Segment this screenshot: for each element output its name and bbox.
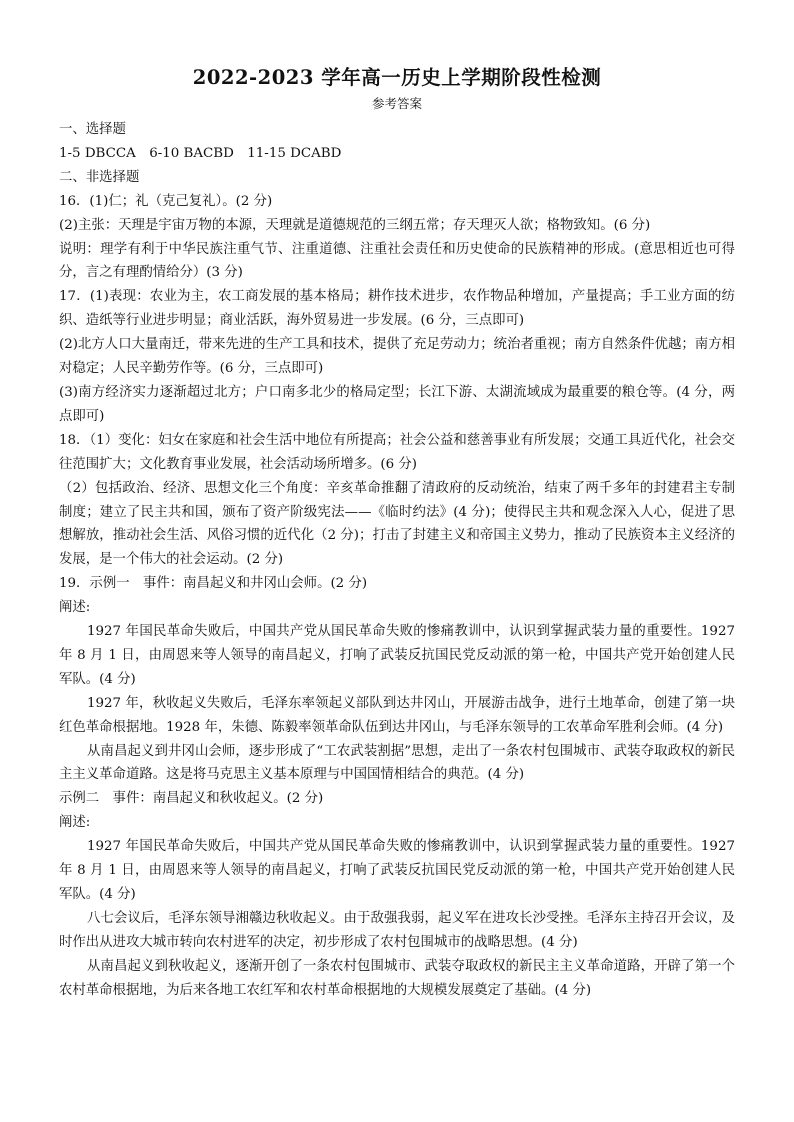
q17-part1: 17．(1)表现：农业为主，农工商发展的基本格局；耕作技术进步，农作物品种增加，产量提高；手工业方面的纺织、造纸等行业进步明显；商业活跃，海外贸易进一步发展。(6 分，三点即可) bbox=[59, 289, 735, 329]
section-heading-nonchoice: 二、非选择题 bbox=[59, 169, 140, 185]
q18-part2: （2）包括政治、经济、思想文化三个角度：辛亥革命推翻了清政府的反动统治，结束了两千多年的封建君主专制制度；建立了民主共和国，颁布了资产阶级宪法——《临时约法》(4 分)；使得民主共和观念深入人心，促进了思想解放，推动社会生活、风俗习惯的近代化（2 分)；打击了封建主义和帝国主义势力，推动了民族资本主义经济的发展，是一个伟大的社会运动。(2 分) bbox=[59, 480, 735, 568]
q16-part1: 16．(1)仁；礼（克己复礼）。(2 分) bbox=[59, 193, 273, 209]
q19-example2-heading: 示例二 事件：南昌起义和秋收起义。(2 分) bbox=[59, 791, 324, 807]
section-heading-choice: 一、选择题 bbox=[59, 122, 126, 137]
answer-sheet bbox=[59, 62, 735, 1003]
q19-example2-para1: 1927 年国民革命失败后，中国共产党从国民革命失败的惨痛教训中，认识到掌握武装力量的重要性。1927 年 8 月 1 日，由周恩来等人领导的南昌起义，打响了武装反抗国民党反动派的第一枪，中国共产党开始创建人民军队。(4 分) bbox=[59, 839, 735, 902]
page-title: 2022-2023 学年高一历史上学期阶段性检测 bbox=[192, 66, 602, 89]
q19-example1-para1: 1927 年国民革命失败后，中国共产党从国民革命失败的惨痛教训中，认识到掌握武装力量的重要性。1927 年 8 月 1 日，由周恩来等人领导的南昌起义，打响了武装反抗国民党反动派的第一枪，中国共产党开始创建人民军队。(4 分) bbox=[59, 624, 735, 687]
q19-example2-para3: 从南昌起义到秋收起义，逐渐开创了一条农村包围城市、武装夺取政权的新民主主义革命道路，开辟了第一个农村革命根据地，为后来各地工农红军和农村革命根据地的大规模发展奠定了基础。(4 分) bbox=[59, 958, 735, 998]
q19-example1-para3: 从南昌起义到井冈山会师，逐步形成了“工农武装割据”思想，走出了一条农村包围城市、武装夺取政权的新民主主义革命道路。这是将马克思主义基本原理与中国国情相结合的典范。(4 分) bbox=[59, 743, 735, 783]
page-subtitle: 参考答案 bbox=[371, 96, 422, 111]
q16-explanation: 说明：理学有利于中华民族注重气节、注重道德、注重社会责任和历史使命的民族精神的形成。(意思相近也可得分，言之有理酌情给分）(3 分) bbox=[59, 241, 735, 281]
choice-answers: 1-5 DBCCA 6-10 BACBD 11-15 DCABD bbox=[59, 145, 342, 161]
q17-part3: (3)南方经济实力逐渐超过北方；户口南多北少的格局定型；长江下游、太湖流域成为最重要的粮仓等。(4 分，两点即可) bbox=[59, 384, 735, 424]
q19-example2-label: 阐述: bbox=[59, 815, 91, 831]
q18-part1: 18．（1）变化：妇女在家庭和社会生活中地位有所提高；社会公益和慈善事业有所发展；交通工具近代化，社会交往范围扩大；文化教育事业发展，社会活动场所增多。(6 分) bbox=[59, 432, 735, 472]
q17-part2: (2)北方人口大量南迁，带来先进的生产工具和技术，提供了充足劳动力；统治者重视；南方自然条件优越；南方相对稳定；人民辛勤劳作等。(6 分，三点即可) bbox=[59, 337, 735, 377]
q19-example1-label: 阐述: bbox=[59, 600, 91, 616]
q19-example2-para2: 八七会议后，毛泽东领导湘赣边秋收起义。由于敌强我弱，起义军在进攻长沙受挫。毛泽东主持召开会议，及时作出从进攻大城市转向农村进军的决定，初步形成了农村包围城市的战略思想。(4 分) bbox=[59, 910, 735, 950]
q19-example1-heading: 19．示例一 事件：南昌起义和井冈山会师。(2 分) bbox=[59, 576, 368, 592]
q16-part2: (2)主张：天理是宇宙万物的本源，天理就是道德规范的三纲五常；存天理灭人欲；格物致知。(6 分) bbox=[59, 217, 651, 233]
q19-example1-para2: 1927 年，秋收起义失败后，毛泽东率领起义部队到达井冈山，开展游击战争，进行土地革命，创建了第一块红色革命根据地。1928 年，朱德、陈毅率领革命队伍到达井冈山，与毛泽东领导的工农革命军胜利会师。(4 分) bbox=[59, 695, 735, 735]
